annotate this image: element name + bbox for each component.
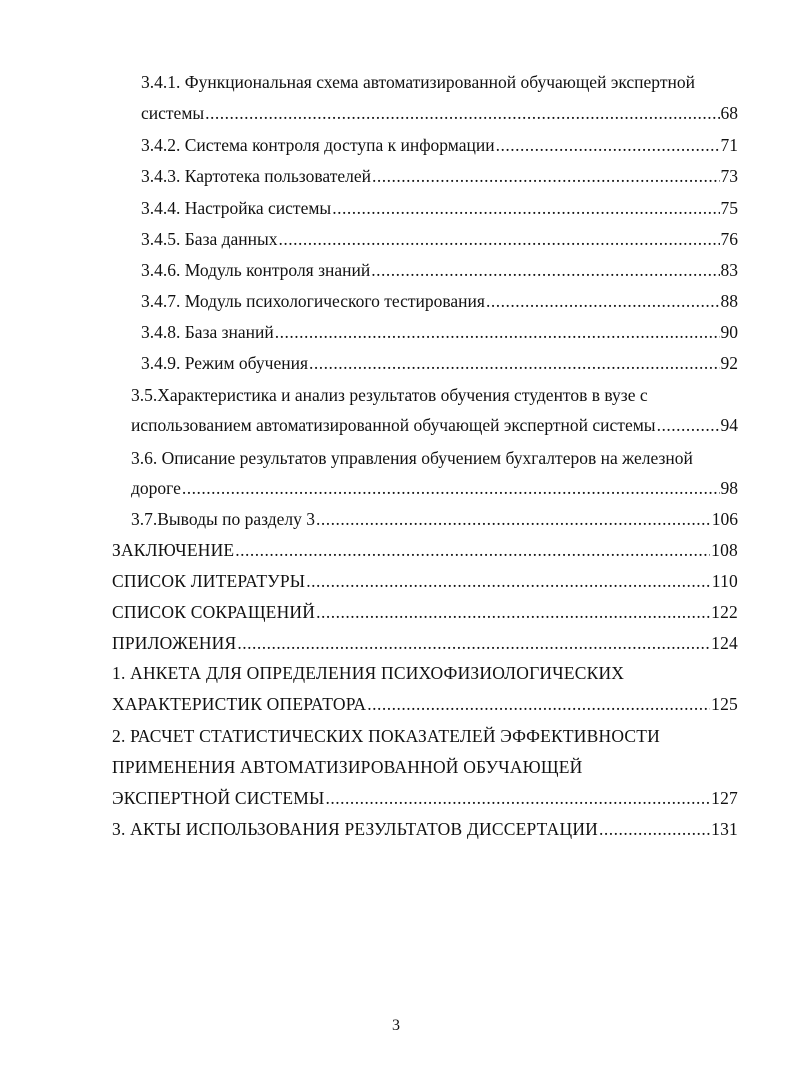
toc-entry-3-4-8[interactable] bbox=[141, 321, 738, 343]
leader-dots bbox=[235, 539, 710, 561]
page-number: 3 bbox=[392, 1017, 400, 1034]
toc-entry-title: системы bbox=[141, 103, 205, 123]
toc-page-number: 76 bbox=[720, 229, 738, 249]
leader-dots bbox=[599, 818, 710, 840]
toc-entry-title: 3. АКТЫ ИСПОЛЬЗОВАНИЯ РЕЗУЛЬТАТОВ ДИССЕРТАЦИИ bbox=[112, 819, 599, 839]
leader-dots bbox=[496, 134, 720, 156]
toc-entry-3-4-5[interactable] bbox=[141, 228, 738, 250]
toc-entry-3-4-7[interactable] bbox=[141, 290, 738, 312]
toc-entry-3-5[interactable] bbox=[131, 414, 738, 436]
leader-dots bbox=[332, 197, 719, 219]
toc-entry-title: дороге bbox=[131, 478, 181, 498]
toc-entry-3-7[interactable] bbox=[131, 508, 738, 530]
toc-entry-3-4-4[interactable] bbox=[141, 197, 738, 219]
toc-page-number: 108 bbox=[711, 540, 738, 560]
toc-page-number: 71 bbox=[720, 135, 738, 155]
toc-page-number: 75 bbox=[720, 198, 738, 218]
leader-dots bbox=[306, 570, 711, 592]
toc-page-number: 83 bbox=[720, 260, 738, 280]
toc-entry-3-4-1[interactable] bbox=[141, 102, 738, 124]
toc-entry-title: СПИСОК ЛИТЕРАТУРЫ bbox=[112, 571, 306, 591]
toc-page-number: 122 bbox=[711, 602, 738, 622]
leader-dots bbox=[316, 601, 710, 623]
toc-entry-title: СПИСОК СОКРАЩЕНИЙ bbox=[112, 602, 316, 622]
toc-entry-title: ПРИЛОЖЕНИЯ bbox=[112, 633, 237, 653]
toc-entry-title: ЭКСПЕРТНОЙ СИСТЕМЫ bbox=[112, 788, 325, 808]
toc-entry-appendices[interactable] bbox=[112, 632, 738, 654]
leader-dots bbox=[275, 321, 720, 343]
toc-page-number: 131 bbox=[711, 819, 738, 839]
toc-page-number: 127 bbox=[711, 788, 738, 808]
leader-dots bbox=[367, 693, 710, 715]
leader-dots bbox=[326, 787, 711, 809]
toc-entry-title: ЗАКЛЮЧЕНИЕ bbox=[112, 540, 235, 560]
toc-entry-title: 3.4.3. Картотека пользователей bbox=[141, 166, 371, 186]
toc-page-number: 124 bbox=[711, 633, 738, 653]
toc-entry-title: ХАРАКТЕРИСТИК ОПЕРАТОРА bbox=[112, 694, 367, 714]
toc-entry-title: 3.4.8. База знаний bbox=[141, 322, 274, 342]
leader-dots bbox=[279, 228, 720, 250]
leader-dots bbox=[205, 102, 719, 124]
toc-entry-title: 3.4.7. Модуль психологического тестирования bbox=[141, 291, 485, 311]
toc-entry-3-6-line1: 3.6. Описание результатов управления обучением бухгалтеров на железной bbox=[131, 448, 693, 468]
toc-page-number: 94 bbox=[720, 415, 738, 435]
leader-dots bbox=[371, 259, 719, 281]
toc-entry-conclusion[interactable] bbox=[112, 539, 738, 561]
toc-entry-appendix-1-line1: 1. АНКЕТА ДЛЯ ОПРЕДЕЛЕНИЯ ПСИХОФИЗИОЛОГИЧЕСКИХ bbox=[112, 663, 625, 683]
toc-entry-3-4-2[interactable] bbox=[141, 134, 738, 156]
toc-page-number: 110 bbox=[711, 571, 738, 591]
toc-page-number: 73 bbox=[720, 166, 738, 186]
toc-entry-title: 3.4.9. Режим обучения bbox=[141, 353, 309, 373]
toc-page-number: 92 bbox=[720, 353, 738, 373]
toc-entry-3-4-3[interactable] bbox=[141, 165, 738, 187]
toc-entry-appendix-2-line2: ПРИМЕНЕНИЯ АВТОМАТИЗИРОВАННОЙ ОБУЧАЮЩЕЙ bbox=[112, 757, 583, 777]
toc-entry-title: 3.4.2. Система контроля доступа к информации bbox=[141, 135, 495, 155]
toc-entry-appendix-3[interactable] bbox=[112, 818, 738, 840]
leader-dots bbox=[309, 352, 719, 374]
leader-dots bbox=[316, 508, 711, 530]
toc-entry-appendix-2-line1: 2. РАСЧЕТ СТАТИСТИЧЕСКИХ ПОКАЗАТЕЛЕЙ ЭФФЕКТИВНОСТИ bbox=[112, 726, 660, 746]
toc-entry-title: 3.4.5. База данных bbox=[141, 229, 278, 249]
leader-dots bbox=[657, 414, 720, 436]
toc-page-number: 125 bbox=[711, 694, 738, 714]
toc-page-number: 88 bbox=[720, 291, 738, 311]
toc-entry-appendix-1[interactable] bbox=[112, 693, 738, 715]
toc-entry-3-4-6[interactable] bbox=[141, 259, 738, 281]
toc-entry-title: 3.7.Выводы по разделу 3 bbox=[131, 509, 315, 529]
toc-entry-3-6[interactable] bbox=[131, 477, 738, 499]
toc-page-number: 68 bbox=[720, 103, 738, 123]
toc-entry-3-5-line1: 3.5.Характеристика и анализ результатов обучения студентов в вузе с bbox=[131, 385, 648, 405]
toc-entry-appendix-2[interactable] bbox=[112, 787, 738, 809]
leader-dots bbox=[182, 477, 720, 499]
toc-page-number: 90 bbox=[720, 322, 738, 342]
toc-page-number: 106 bbox=[711, 509, 738, 529]
toc-entry-title: 3.4.6. Модуль контроля знаний bbox=[141, 260, 371, 280]
toc-entry-3-4-9[interactable] bbox=[141, 352, 738, 374]
toc-page-number: 98 bbox=[720, 478, 738, 498]
toc-entry-title: 3.4.4. Настройка системы bbox=[141, 198, 332, 218]
leader-dots bbox=[237, 632, 710, 654]
toc-entry-references[interactable] bbox=[112, 570, 738, 592]
toc-entry-abbreviations[interactable] bbox=[112, 601, 738, 623]
toc-entry-3-4-1-line1: 3.4.1. Функциональная схема автоматизированной обучающей экспертной bbox=[141, 72, 695, 92]
leader-dots bbox=[486, 290, 720, 312]
leader-dots bbox=[372, 165, 720, 187]
toc-entry-title: использованием автоматизированной обучающей экспертной системы bbox=[131, 415, 656, 435]
